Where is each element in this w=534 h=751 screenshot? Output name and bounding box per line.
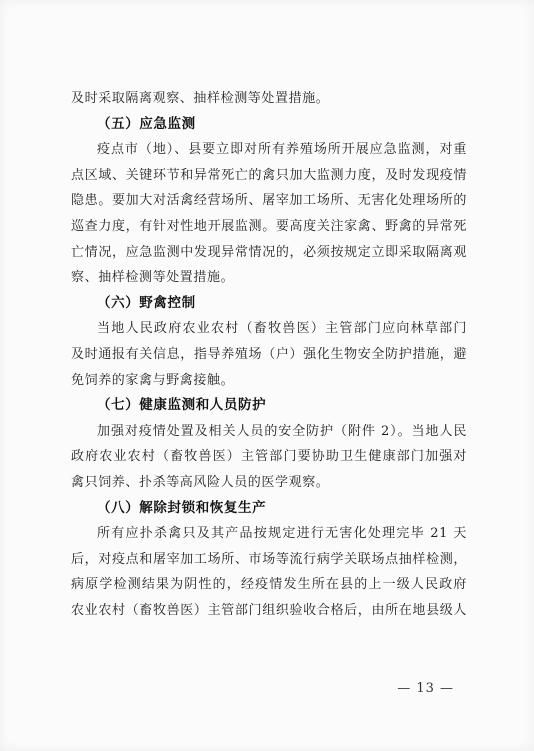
paragraph-line: 政府农业农村（畜牧兽医）主管部门要协助卫生健康部门加强对 bbox=[71, 449, 467, 465]
paragraph-line: 所有应扑杀禽只及其产品按规定进行无害化处理完毕 21 天 bbox=[97, 526, 467, 542]
paragraph-line: 及时通报有关信息，指导养殖场（户）强化生物安全防护措施，避 bbox=[71, 346, 467, 362]
paragraph-line: 病原学检测结果为阴性的，经疫情发生所在县的上一级人民政府 bbox=[71, 577, 467, 593]
paragraph-line: 加强对疫情处置及相关人员的安全防护（附件 2）。当地人民 bbox=[97, 423, 467, 439]
paragraph-line: 点区域、关键环节和异常死亡的禽只加大监测力度，及时发现疫情 bbox=[71, 167, 467, 183]
paragraph-line: 农业农村（畜牧兽医）主管部门组织验收合格后，由所在地县级人 bbox=[71, 602, 467, 618]
paragraph-line: 后，对疫点和屠宰加工场所、市场等流行病学关联场点抽样检测， bbox=[71, 551, 467, 567]
section-heading-8: （八）解除封锁和恢复生产 bbox=[97, 499, 267, 516]
body-text bbox=[71, 86, 467, 623]
section-heading-7: （七）健康监测和人员防护 bbox=[97, 397, 267, 414]
paragraph-line: 及时采取隔离观察、抽样检测等处置措施。 bbox=[71, 91, 330, 106]
paragraph-line: 察、抽样检测等处置措施。 bbox=[71, 270, 235, 286]
paragraph-line: 禽只饲养、扑杀等高风险人员的医学观察。 bbox=[71, 474, 330, 490]
paragraph-line: 巡查力度，有针对性地开展监测。要高度关注家禽、野禽的异常死 bbox=[71, 218, 467, 234]
section-heading-5: （五）应急监测 bbox=[97, 115, 196, 132]
paragraph-line: 免饲养的家禽与野禽接触。 bbox=[71, 372, 235, 388]
paragraph-line: 疫点市（地）、县要立即对所有养殖场所开展应急监测，对重 bbox=[97, 142, 467, 158]
section-heading-6: （六）野禽控制 bbox=[97, 294, 196, 311]
page-number: — 13 — bbox=[397, 681, 454, 696]
paragraph-line: 当地人民政府农业农村（畜牧兽医）主管部门应向林草部门 bbox=[97, 321, 467, 337]
paragraph-line: 亡情况，应急监测中发现异常情况的，必须按规定立即采取隔离观 bbox=[71, 244, 467, 260]
paragraph-line: 隐患。要加大对活禽经营场所、屠宰加工场所、无害化处理场所的 bbox=[71, 193, 467, 209]
